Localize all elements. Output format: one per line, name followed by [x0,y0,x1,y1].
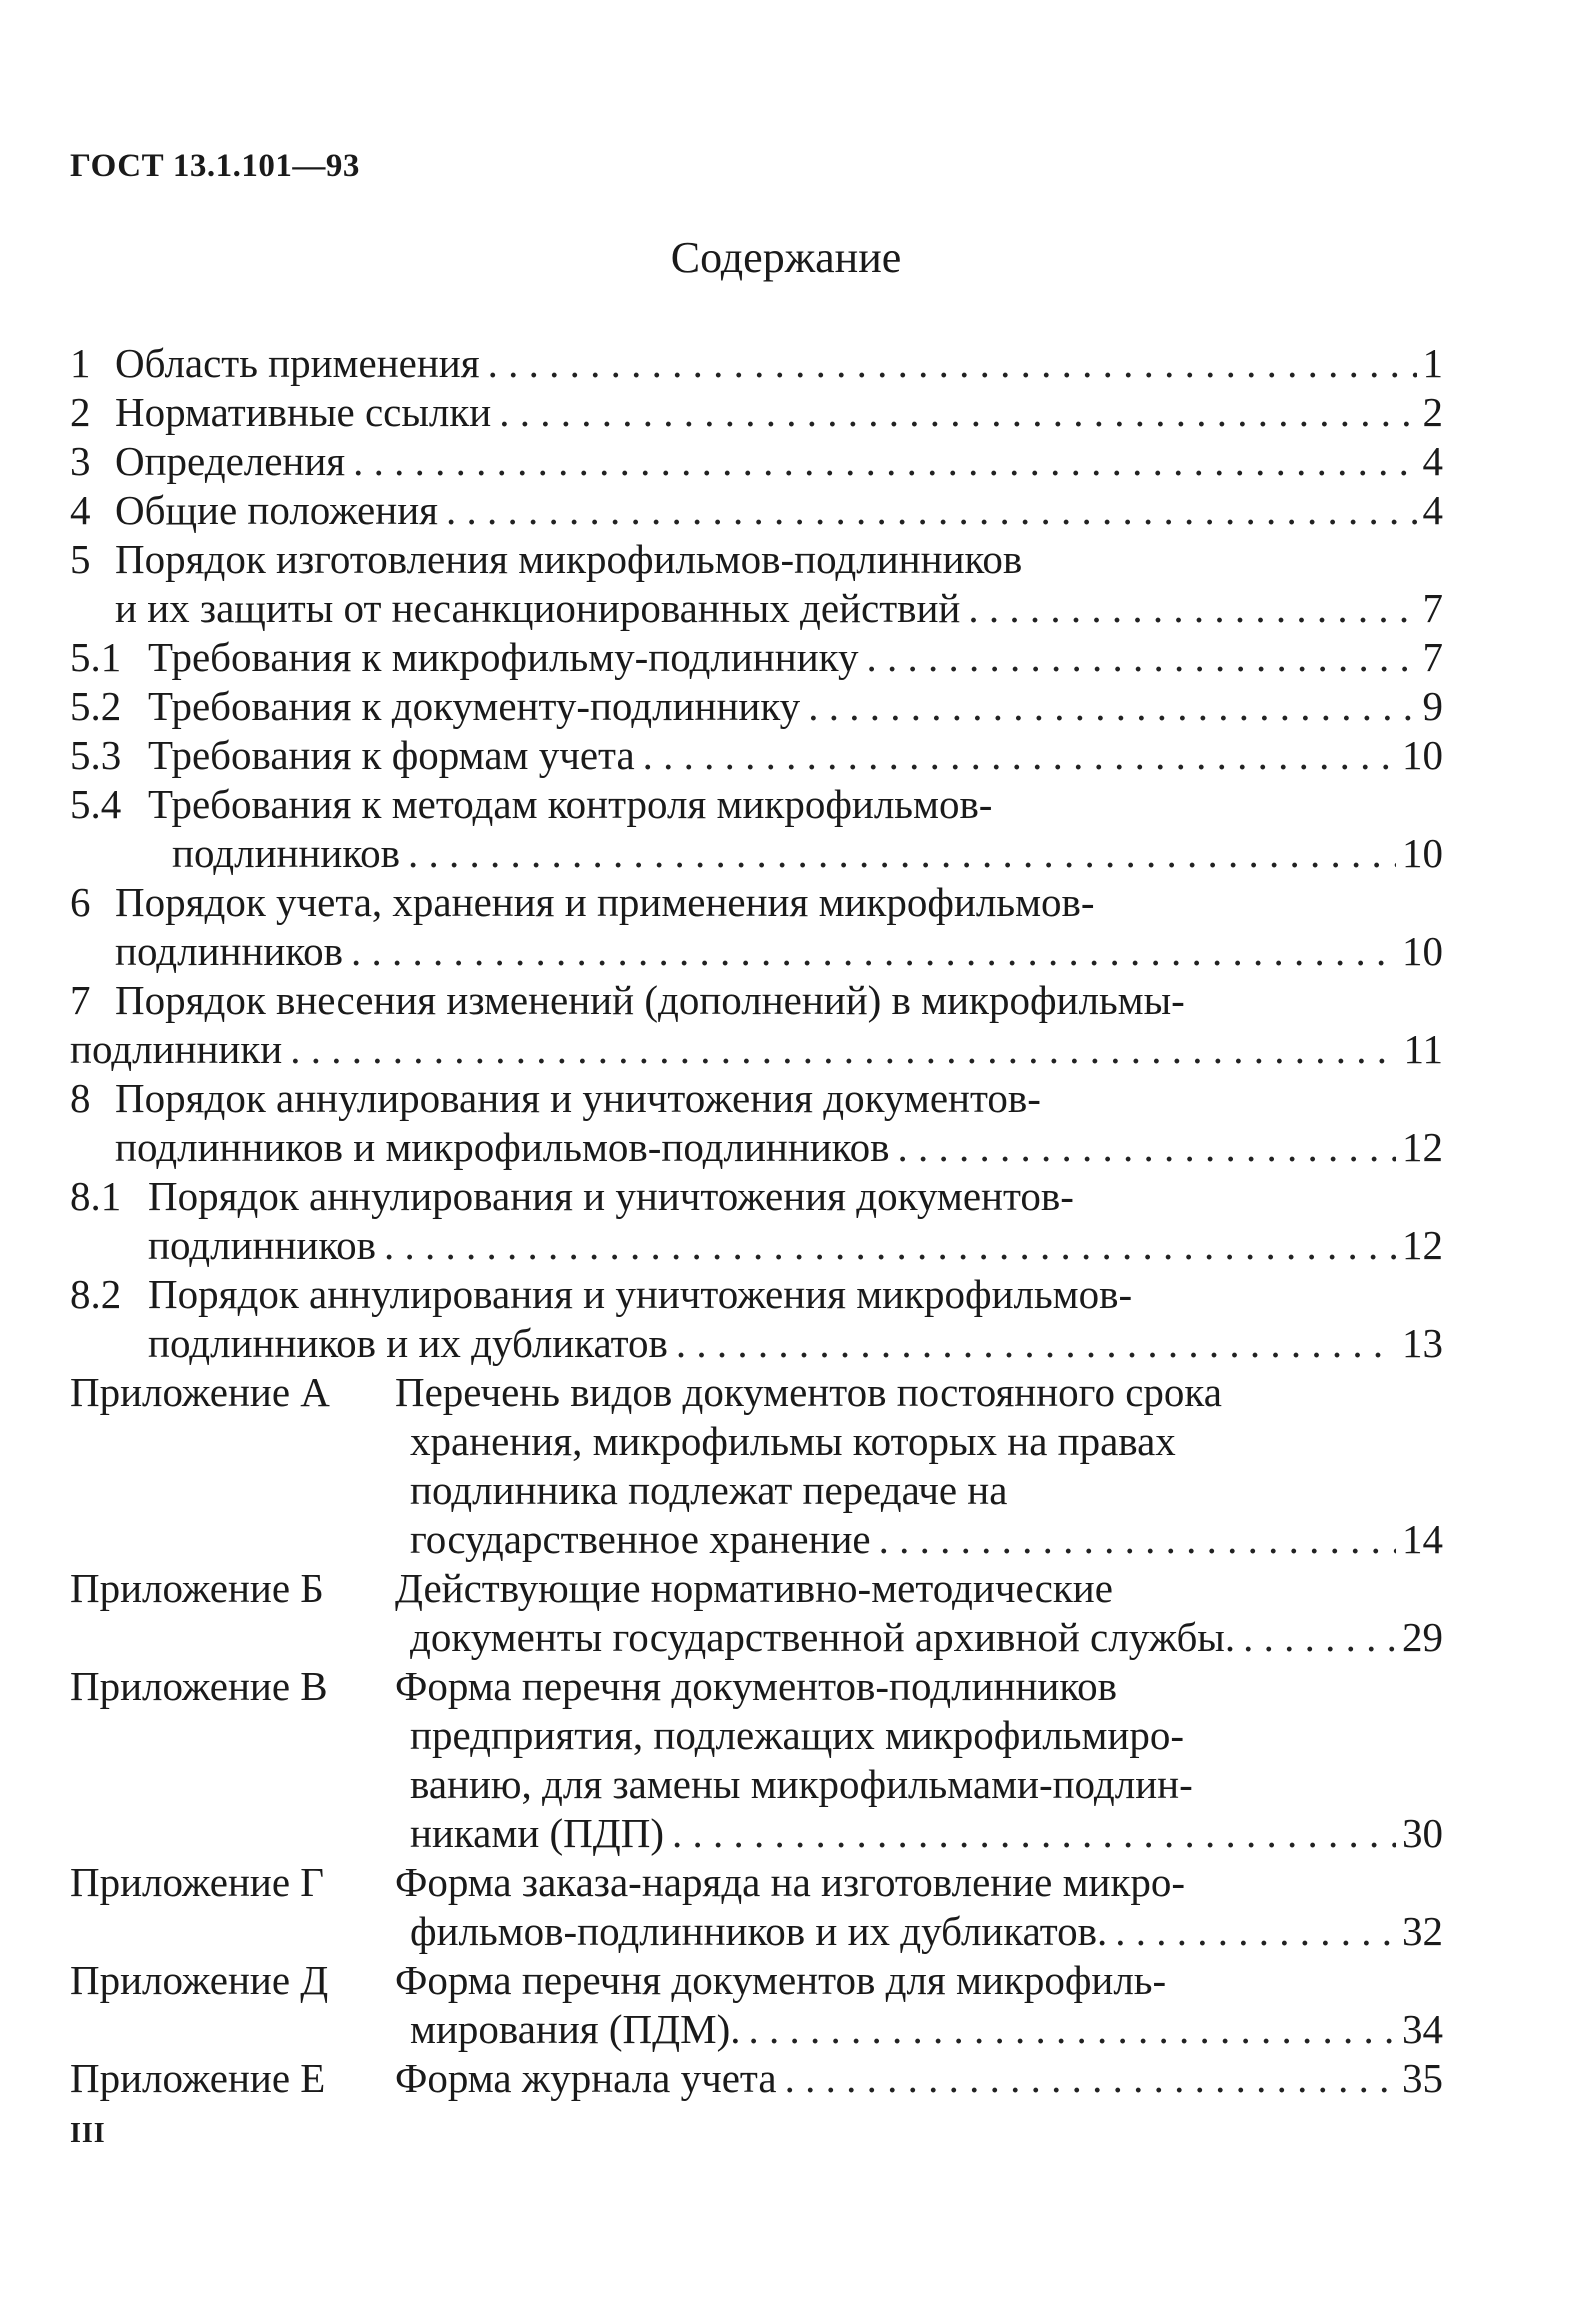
toc-entry-text: Требования к методам контроля микрофильмов- [148,781,993,827]
appendix-text: документы государственной архивной службы. [410,1614,1236,1660]
toc-entry [148,729,1443,781]
appendix-label: Приложение Е [70,2055,326,2101]
toc-title: Содержание [670,233,902,282]
appendix-label: Приложение В [70,1663,328,1709]
toc-entry-text: Порядок аннулирования и уничтожения микрофильмов- [148,1271,1133,1317]
dot-leader [785,2052,1396,2104]
toc-entry-page: 9 [1422,683,1443,729]
appendix-text: подлинника подлежат передаче на [410,1467,1008,1513]
toc-entry-text: Требования к документу-подлиннику [148,683,801,729]
toc-entry [148,631,1443,683]
dot-leader [748,2003,1396,2055]
toc-entry-page: 10 [1402,830,1443,876]
toc-entry-text: подлинников и их дубликатов [148,1320,668,1366]
toc-entry-text: Определения [115,438,346,484]
toc-entry-number: 5.3 [70,732,122,778]
toc-entry-number: 5.4 [70,781,122,827]
appendix-page: 35 [1402,2055,1443,2101]
appendix-entry [410,1905,1443,1957]
toc-entry [115,386,1443,438]
appendix-entry [410,1611,1443,1663]
toc-entry [115,925,1443,977]
dot-leader [672,1807,1396,1859]
toc-entry-number: 6 [70,879,91,925]
dot-leader [808,680,1416,732]
toc-entry-number: 3 [70,438,91,484]
appendix-page: 29 [1402,1614,1443,1660]
toc-entry-text: подлинников [115,928,344,974]
dot-leader [676,1317,1396,1369]
dot-leader [866,631,1416,683]
appendix-entry [410,1807,1443,1859]
dot-leader [290,1023,1397,1075]
toc-entry-page: 12 [1402,1124,1443,1170]
toc-entry [115,435,1443,487]
appendix-page: 30 [1402,1810,1443,1856]
toc-entry-text: Общие положения [115,487,438,533]
toc-entry-number: 8.1 [70,1173,122,1219]
toc-entry [148,680,1443,732]
toc-entry-number: 5.2 [70,683,122,729]
toc-entry-page: 1 [1422,340,1443,386]
dot-leader [488,337,1417,389]
toc-entry-number: 5 [70,536,91,582]
dot-leader [1115,1905,1396,1957]
appendix-text: никами (ПДП) [410,1810,665,1856]
toc-entry-text: Порядок внесения изменений (дополнений) в микрофильмы- [115,977,1185,1023]
dot-leader [499,386,1416,438]
appendix-text: Форма заказа-наряда на изготовление микро- [395,1859,1186,1905]
toc-entry-number: 1 [70,340,91,386]
toc-entry-page: 7 [1422,634,1443,680]
appendix-entry [395,2052,1443,2104]
toc-entry [115,582,1443,634]
appendix-text: хранения, микрофильмы которых на правах [410,1418,1176,1464]
appendix-page: 14 [1402,1516,1443,1562]
appendix-page: 34 [1402,2006,1443,2052]
toc-entry-text: Порядок аннулирования и уничтожения документов- [115,1075,1041,1121]
toc-entry-number: 7 [70,977,91,1023]
dot-leader [446,484,1417,536]
dot-leader [351,925,1396,977]
toc-entry-text: Требования к формам учета [148,732,635,778]
dot-leader [968,582,1416,634]
toc-entry-text: Порядок изготовления микрофильмов-подлинников [115,536,1023,582]
toc-entry-number: 4 [70,487,91,533]
toc-entry-text: подлинники [70,1026,283,1072]
appendix-text: Форма журнала учета [395,2055,777,2101]
toc-entry-text: Порядок аннулирования и уничтожения документов- [148,1173,1074,1219]
appendix-text: ванию, для замены микрофильмами-подлин- [410,1761,1193,1807]
toc-entry-page: 11 [1403,1026,1443,1072]
dot-leader [353,435,1416,487]
appendix-text: фильмов-подлинников и их дубликатов. [410,1908,1108,1954]
toc-entry-page: 7 [1422,585,1443,631]
toc-entry-text: подлинников [172,830,401,876]
dot-leader [897,1121,1396,1173]
toc-entry-number: 8.2 [70,1271,122,1317]
toc-entry-text: и их защиты от несанкционированных действий [115,585,961,631]
toc-entry-text: Нормативные ссылки [115,389,492,435]
toc-entry-text: Область применения [115,340,480,386]
dot-leader [408,827,1396,879]
appendix-text: Форма перечня документов-подлинников [395,1663,1118,1709]
toc-entry-text: Требования к микрофильму-подлиннику [148,634,859,680]
page-number: III [70,2118,106,2149]
toc-entry-number: 8 [70,1075,91,1121]
dot-leader [384,1219,1396,1271]
toc-entry-page: 10 [1402,928,1443,974]
toc-entry-page: 4 [1422,487,1443,533]
appendix-text: Действующие нормативно-методические [395,1565,1113,1611]
document-id: ГОСТ 13.1.101—93 [70,148,360,184]
toc-entry [115,484,1443,536]
toc-entry-page: 12 [1402,1222,1443,1268]
toc-entry [115,337,1443,389]
toc-entry [115,1121,1443,1173]
toc-entry-text: подлинников [148,1222,377,1268]
toc-entry-page: 13 [1402,1320,1443,1366]
appendix-label: Приложение Б [70,1565,324,1611]
toc-entry-page: 10 [1402,732,1443,778]
toc-entry-number: 2 [70,389,91,435]
appendix-text: мирования (ПДМ). [410,2006,741,2052]
dot-leader [1243,1611,1396,1663]
toc-entry [172,827,1443,879]
toc-entry-page: 2 [1422,389,1443,435]
appendix-label: Приложение А [70,1369,330,1415]
appendix-page: 32 [1402,1908,1443,1954]
dot-leader [879,1513,1396,1565]
appendix-text: предприятия, подлежащих микрофильмиро- [410,1712,1184,1758]
toc-entry-page: 4 [1422,438,1443,484]
appendix-entry [410,2003,1443,2055]
dot-leader [643,729,1396,781]
toc-entry-text: подлинников и микрофильмов-подлинников [115,1124,890,1170]
toc-entry-text: Порядок учета, хранения и применения микрофильмов- [115,879,1095,925]
appendix-entry [410,1513,1443,1565]
appendix-text: Форма перечня документов для микрофиль- [395,1957,1167,2003]
toc-entry-number: 5.1 [70,634,122,680]
appendix-text: государственное хранение [410,1516,871,1562]
toc-entry [148,1317,1443,1369]
appendix-text: Перечень видов документов постоянного срока [395,1369,1222,1415]
appendix-label: Приложение Г [70,1859,325,1905]
appendix-label: Приложение Д [70,1957,329,2003]
toc-entry [70,1023,1443,1075]
toc-entry [148,1219,1443,1271]
